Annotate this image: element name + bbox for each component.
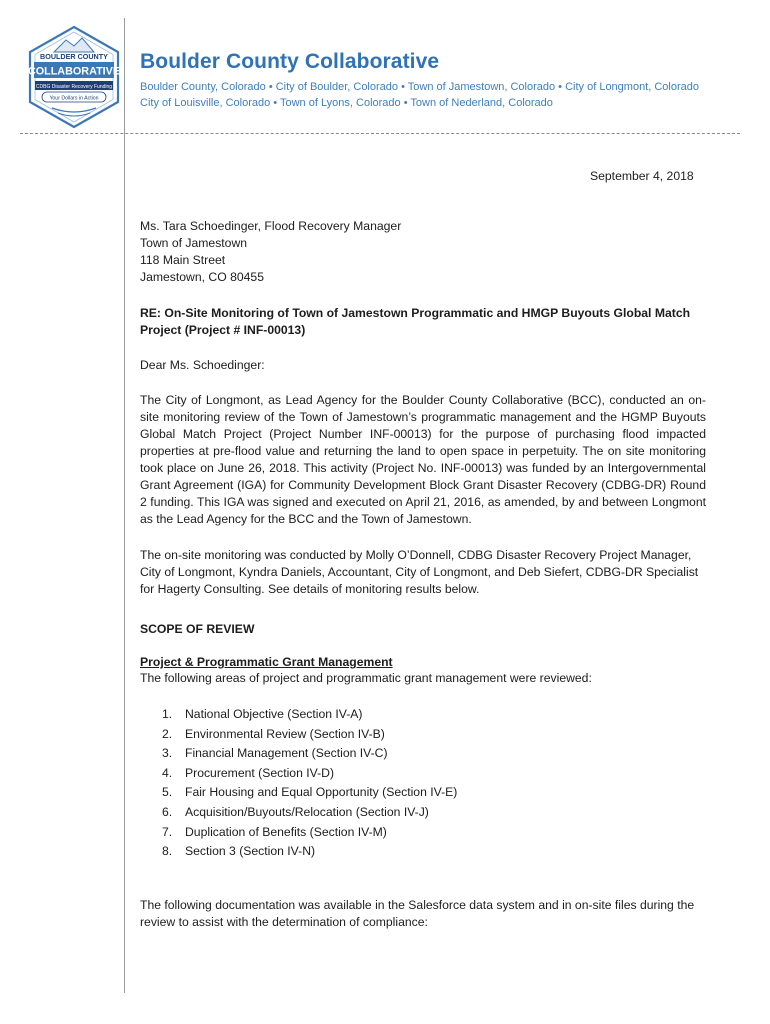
salutation: Dear Ms. Schoedinger: <box>140 358 265 372</box>
list-item-text: Financial Management (Section IV-C) <box>185 746 388 761</box>
list-item-number: 2. <box>162 726 173 741</box>
section-subheading: Project & Programmatic Grant Management <box>140 655 393 669</box>
list-item <box>162 783 457 803</box>
list-item-text: Duplication of Benefits (Section IV-M) <box>185 824 387 839</box>
list-item-number: 6. <box>162 804 173 819</box>
logo-line4: Your Dollars in Action <box>49 95 99 102</box>
list-item-text: Procurement (Section IV-D) <box>185 765 335 780</box>
list-item-text: Acquisition/Buyouts/Relocation (Section IV-J) <box>185 804 429 819</box>
header-divider <box>20 133 740 134</box>
list-item-number: 7. <box>162 824 173 839</box>
re-line: RE: On-Site Monitoring of Town of Jamestown Programmatic and HMGP Buyouts Global Match Project (Project # INF-00013) <box>140 306 691 337</box>
logo-line1: BOULDER COUNTY <box>40 52 108 61</box>
list-item <box>162 705 457 725</box>
list-item-number: 4. <box>162 765 173 780</box>
list-item-number: 1. <box>162 707 173 721</box>
org-members-line1: Boulder County, Colorado • City of Boulder, Colorado • Town of Jamestown, Colorado • City of Longmont, Colorado <box>140 81 699 93</box>
list-item <box>162 842 457 862</box>
list-item <box>162 725 457 745</box>
list-item-number: 8. <box>162 844 173 859</box>
list-item-number: 5. <box>162 785 173 800</box>
list-item-number: 3. <box>162 746 173 761</box>
recipient-org: Town of Jamestown <box>140 236 248 250</box>
logo-line3: CDBG Disaster Recovery Funding <box>35 83 113 90</box>
paragraph-1: The City of Longmont, as Lead Agency for the Boulder County Collaborative (BCC), conducted an on-site monitoring review of the Town of Jamestown’s programmatic management and the HGMP Buyouts Global Match Project (Project Number INF-00013) for the purpose of purchasing flood impacted properties at pre-flood value and returning the land to open space in perpetuity. The on site monitoring took place on June 26, 2018. This activity (Project No. INF-00013) was funded by an Intergovernmental Grant Agreement (IGA) for Community Development Block Grant Disaster Recovery (CDBG-DR) Round 2 funding. This IGA was signed and executed on April 21, 2016, as amended, by and between Longmont as the Lead Agency for the BCC and the Town of Jamestown. <box>140 393 706 526</box>
list-item-text: Environmental Review (Section IV-B) <box>185 726 385 741</box>
org-members-line2: City of Louisville, Colorado • Town of Lyons, Colorado • Town of Nederland, Colorado <box>140 97 553 109</box>
boulder-county-collaborative-logo <box>24 24 124 130</box>
letter-date: September 4, 2018 <box>590 169 694 183</box>
list-item <box>162 764 457 784</box>
paragraph-2: The on-site monitoring was conducted by Molly O’Donnell, CDBG Disaster Recovery Project Manager, City of Longmont, Kyndra Daniels, Accountant, City of Longmont, and Deb Siefert, CDBG-DR Specialist for Hagerty Consulting. See details of monitoring results below. <box>140 548 699 596</box>
list-item-text: Section 3 (Section IV-N) <box>185 844 316 859</box>
scope-heading: SCOPE OF REVIEW <box>140 622 255 636</box>
list-intro: The following areas of project and programmatic grant management were reviewed: <box>140 671 592 685</box>
recipient-name: Ms. Tara Schoedinger, Flood Recovery Manager <box>140 219 402 233</box>
list-item-text: National Objective (Section IV-A) <box>185 707 363 721</box>
list-item <box>162 803 457 823</box>
list-item-text: Fair Housing and Equal Opportunity (Section IV-E) <box>185 785 458 800</box>
org-title: Boulder County Collaborative <box>140 50 440 73</box>
review-areas-list <box>162 705 457 862</box>
paragraph-3: The following documentation was available in the Salesforce data system and in on-site files during the review to assist with the determination of compliance: <box>140 898 695 929</box>
margin-line <box>124 18 125 993</box>
recipient-street: 118 Main Street <box>140 253 226 267</box>
recipient-city: Jamestown, CO 80455 <box>140 270 264 284</box>
list-item <box>162 744 457 764</box>
logo-line2: COLLABORATIVE <box>27 65 121 78</box>
list-item <box>162 823 457 843</box>
